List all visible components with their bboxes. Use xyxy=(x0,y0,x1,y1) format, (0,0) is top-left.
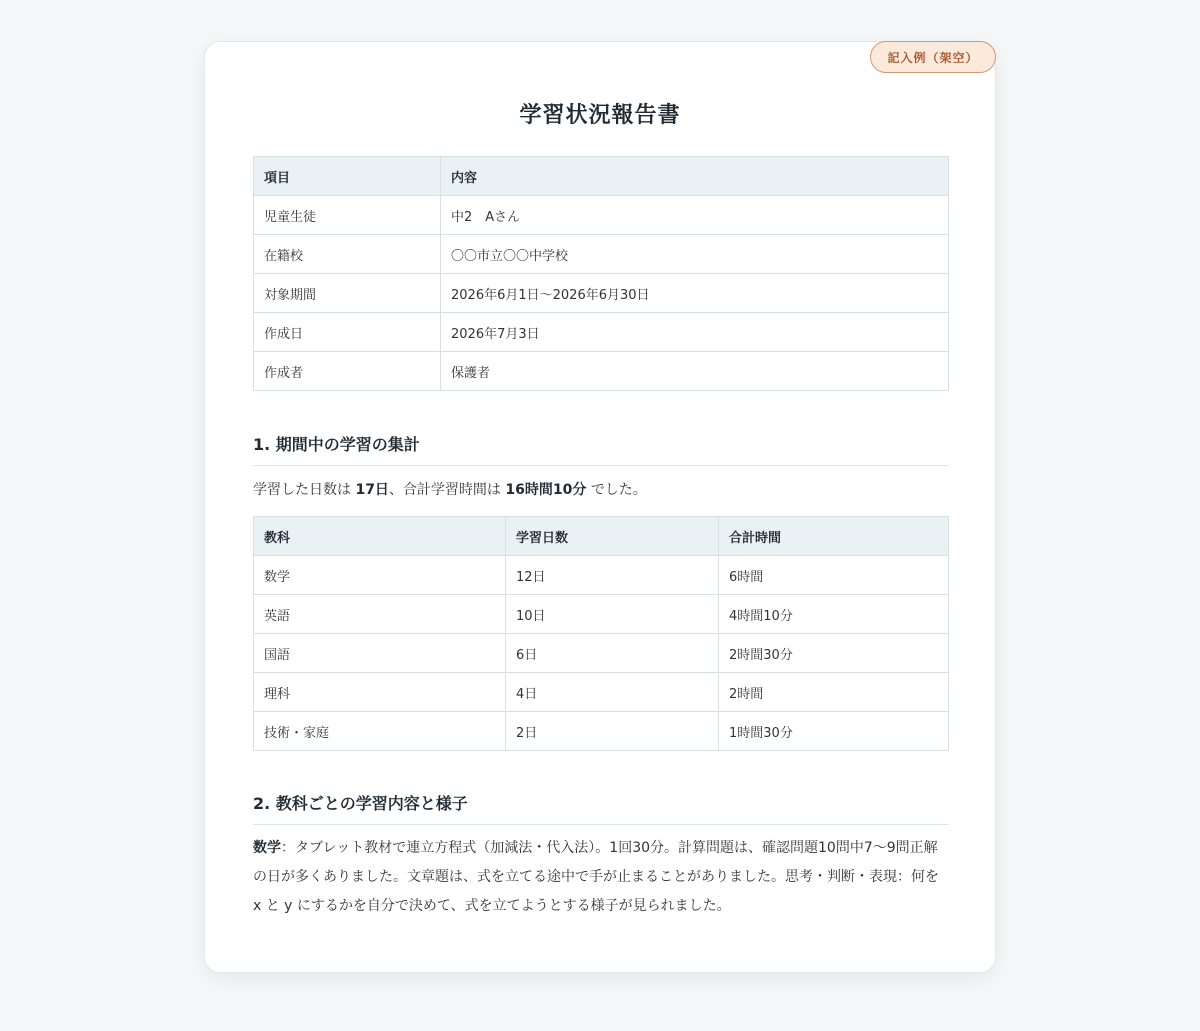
table-cell: 12日 xyxy=(506,556,719,595)
table-cell: 2時間 xyxy=(719,673,949,712)
table-row xyxy=(254,712,949,751)
table-row xyxy=(254,634,949,673)
table-cell: 2日 xyxy=(506,712,719,751)
table-row xyxy=(254,556,949,595)
table-cell: 国語 xyxy=(254,634,506,673)
table-cell: 技術・家庭 xyxy=(254,712,506,751)
table-cell: 4日 xyxy=(506,673,719,712)
section-heading-details: 2. 教科ごとの学習内容と様子 xyxy=(253,791,949,825)
table-cell: 中2 Aさん xyxy=(441,196,949,235)
table-cell: 保護者 xyxy=(441,352,949,391)
table-row xyxy=(254,235,949,274)
table-row xyxy=(254,196,949,235)
column-header: 教科 xyxy=(254,517,506,556)
table-cell: 作成日 xyxy=(254,313,441,352)
page-title: 学習状況報告書 xyxy=(519,103,681,128)
table-cell: 6時間 xyxy=(719,556,949,595)
column-header: 内容 xyxy=(441,157,949,196)
sample-badge: 記入例（架空） xyxy=(870,41,996,73)
summary-text xyxy=(253,479,647,499)
table-row xyxy=(254,313,949,352)
table-row xyxy=(254,274,949,313)
table-cell: 1時間30分 xyxy=(719,712,949,751)
table-header-row xyxy=(254,517,949,556)
info-table xyxy=(253,156,949,391)
table-row xyxy=(254,352,949,391)
table-cell: 4時間10分 xyxy=(719,595,949,634)
table-cell: 数学 xyxy=(254,556,506,595)
table-cell: 理科 xyxy=(254,673,506,712)
column-header: 学習日数 xyxy=(506,517,719,556)
summary-prefix: 学習した日数は xyxy=(253,482,351,498)
subject-detail-paragraph xyxy=(253,834,949,921)
section-heading-summary: 1. 期間中の学習の集計 xyxy=(253,432,949,466)
detail-subject-label: 数学 xyxy=(253,840,281,856)
total-time-value: 16時間10分 xyxy=(505,482,587,498)
study-days-value: 17日 xyxy=(355,482,389,498)
table-row xyxy=(254,673,949,712)
summary-suffix: でした。 xyxy=(590,482,647,498)
table-cell: 児童生徒 xyxy=(254,196,441,235)
summary-mid: 、合計学習時間は xyxy=(388,482,501,498)
table-cell: 英語 xyxy=(254,595,506,634)
report-card xyxy=(204,41,996,973)
table-cell: 対象期間 xyxy=(254,274,441,313)
detail-subject-text: ：タブレット教材で連立方程式（加減法・代入法）。1回30分。計算問題は、確認問題10問中7〜9問正解の日が多くありました。文章題は、式を立てる途中で手が止まることがありました。思考・判断・表現：何を x と y にするかを自分で決めて、式を立てようとする様子が見られました。 xyxy=(253,840,939,914)
table-cell: 作成者 xyxy=(254,352,441,391)
table-cell: 10日 xyxy=(506,595,719,634)
table-cell: 2時間30分 xyxy=(719,634,949,673)
table-cell: 2026年6月1日〜2026年6月30日 xyxy=(441,274,949,313)
table-row xyxy=(254,595,949,634)
table-cell: 在籍校 xyxy=(254,235,441,274)
table-cell: 2026年7月3日 xyxy=(441,313,949,352)
table-cell: 〇〇市立〇〇中学校 xyxy=(441,235,949,274)
column-header: 項目 xyxy=(254,157,441,196)
column-header: 合計時間 xyxy=(719,517,949,556)
table-header-row xyxy=(254,157,949,196)
table-cell: 6日 xyxy=(506,634,719,673)
subject-table xyxy=(253,516,949,751)
